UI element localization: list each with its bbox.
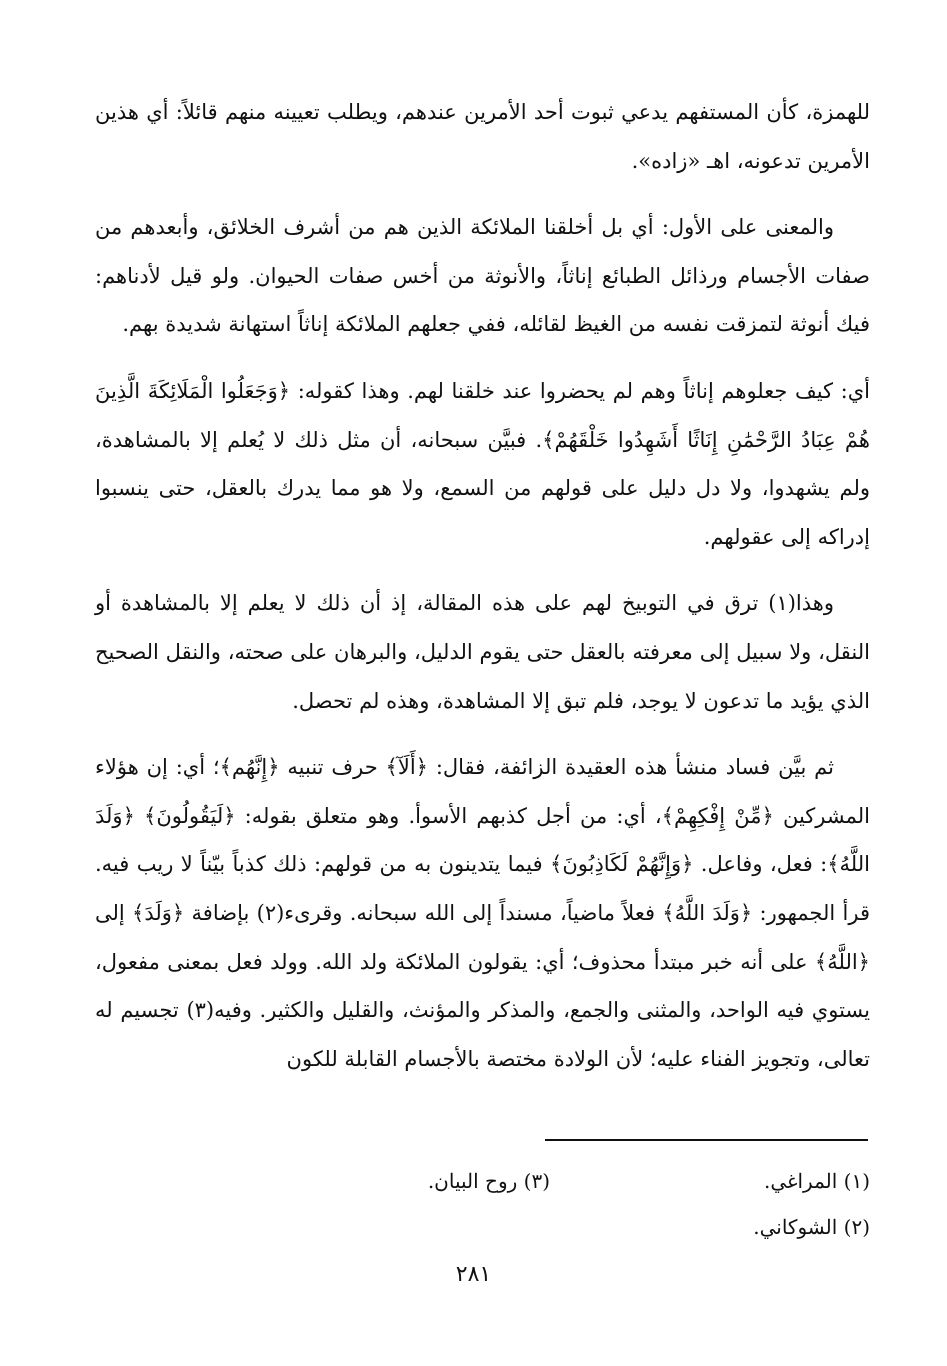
footnote-separator [545, 1139, 868, 1141]
paragraph-1: للهمزة، كأن المستفهم يدعي ثبوت أحد الأمرين عندهم، ويطلب تعيينه منهم قائلاً: أي هذين الأمرين تدعونه، اهـ «زاده». [95, 100, 870, 173]
paragraph-3: أي: كيف جعلوهم إناثاً وهم لم يحضروا عند خلقنا لهم. وهذا كقوله: ﴿وَجَعَلُوا الْمَلَائِكَةَ الَّذِينَ هُمْ عِبَادُ الرَّحْمَٰنِ إِنَاثًا أَشَهِدُوا خَلْقَهُمْ﴾. فبيَّن سبحانه، أن مثل ذلك لا يُعلم إلا بالمشاهدة، ولم يشهدوا، ولا دل دليل على قولهم من السمع، ولا هو مما يدرك بالعقل، حتى ينسبوا إدراكه إلى عقولهم. [95, 378, 870, 549]
footnote-1: (١) المراغي. [763, 1169, 870, 1193]
page-body [95, 88, 870, 1101]
footnote-row-2 [95, 1204, 870, 1250]
paragraph-5: ثم بيَّن فساد منشأ هذه العقيدة الزائفة، فقال: ﴿أَلَآ﴾ حرف تنبيه ﴿إِنَّهُم﴾؛ أي: إن هؤلاء المشركين ﴿مِّنْ إِفْكِهِمْ﴾، أي: من أجل كذبهم الأسوأ. وهو متعلق بقوله: ﴿لَيَقُولُونَ﴾ ﴿وَلَدَ اللَّهُ﴾: فعل، وفاعل. ﴿وَإِنَّهُمْ لَكَاذِبُونَ﴾ فيما يتدينون به من قولهم: ذلك كذباً بيّناً لا ريب فيه. قرأ الجمهور: ﴿وَلَدَ اللَّهُ﴾ فعلاً ماضياً، مسنداً إلى الله سبحانه. وقرىء(٢) بإضافة ﴿وَلَدَ﴾ إلى ﴿اللَّهُ﴾ على أنه خبر مبتدأ محذوف؛ أي: يقولون الملائكة ولد الله. وولد فعل بمعنى مفعول، يستوي فيه الواحد، والمثنى والجمع، والمذكر والمؤنث، والقليل والكثير. وفيه(٣) تجسيم له تعالى، وتجويز الفناء عليه؛ لأن الولادة مختصة بالأجسام القابلة للكون [95, 755, 870, 1071]
footnote-2: (٢) الشوكاني. [753, 1215, 870, 1239]
page-number: ٢٨١ [455, 1262, 492, 1287]
footnote-row-1 [95, 1158, 870, 1204]
footnote-3: (٣) روح البيان. [427, 1169, 550, 1193]
paragraph-2: والمعنى على الأول: أي بل أخلقنا الملائكة الذين هم من أشرف الخلائق، وأبعدهم من صفات الأجسام ورذائل الطبائع إناثاً، والأنوثة من أخس صفات الحيوان. ولو قيل لأدناهم: فيك أنوثة لتمزقت نفسه من الغيظ لقائله، ففي جعلهم الملائكة إناثاً استهانة شديدة بهم. [95, 215, 870, 337]
paragraph-4: وهذا(١) ترق في التوبيخ لهم على هذه المقالة، إذ أن ذلك لا يعلم إلا بالمشاهدة أو النقل، ولا سبيل إلى معرفته بالعقل حتى يقوم الدليل، والبرهان على صحته، والنقل الصحيح الذي يؤيد ما تدعون لا يوجد، فلم تبق إلا المشاهدة، وهذه لم تحصل. [95, 591, 870, 713]
footnotes [95, 1158, 870, 1250]
